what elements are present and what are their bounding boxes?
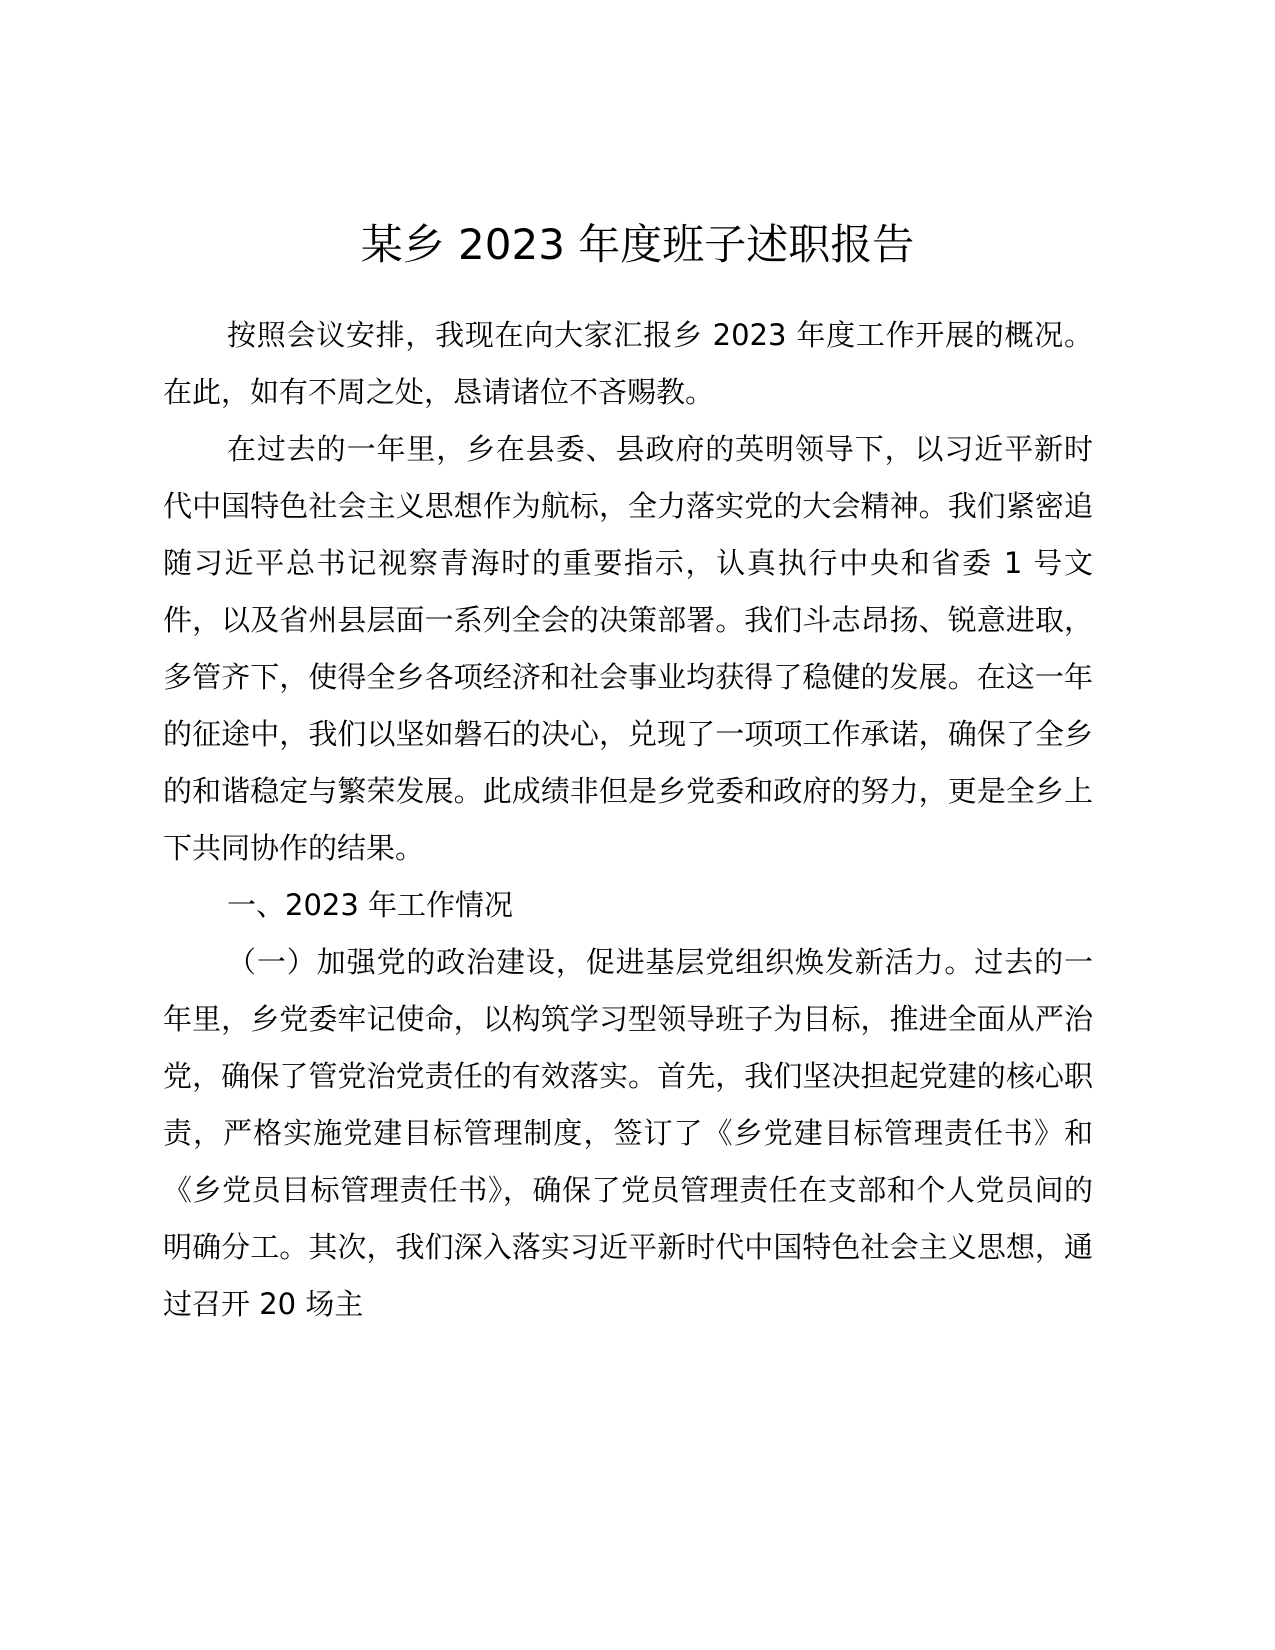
- paragraph-party-building: （一）加强党的政治建设，促进基层党组织焕发新活力。过去的一年里，乡党委牢记使命，以构筑学习型领导班子为目标，推进全面从严治党，确保了管党治党责任的有效落实。首先，我们坚决担起党建的核心职责，严格实施党建目标管理制度，签订了《乡党建目标管理责任书》和《乡党员目标管理责任书》，确保了党员管理责任在支部和个人党员间的明确分工。其次，我们深入落实习近平新时代中国特色社会主义思想，通过召开 20 场主: [163, 945, 1093, 1321]
- document-body: [163, 307, 1093, 1333]
- paragraph-overview: 在过去的一年里，乡在县委、县政府的英明领导下，以习近平新时代中国特色社会主义思想作为航标，全力落实党的大会精神。我们紧密追随习近平总书记视察青海时的重要指示，认真执行中央和省委 1 号文件，以及省州县层面一系列全会的决策部署。我们斗志昂扬、锐意进取，多管齐下，使得全乡各项经济和社会事业均获得了稳健的发展。在这一年的征途中，我们以坚如磐石的决心，兑现了一项项工作承诺，确保了全乡的和谐稳定与繁荣发展。此成绩非但是乡党委和政府的努力，更是全乡上下共同协作的结果。: [163, 432, 1093, 865]
- document-title: 某乡 2023 年度班子述职报告: [360, 220, 915, 269]
- paragraph-intro: 按照会议安排，我现在向大家汇报乡 2023 年度工作开展的概况。在此，如有不周之处，恳请诸位不吝赐教。: [163, 318, 1093, 409]
- section-heading: 一、2023 年工作情况: [227, 888, 514, 922]
